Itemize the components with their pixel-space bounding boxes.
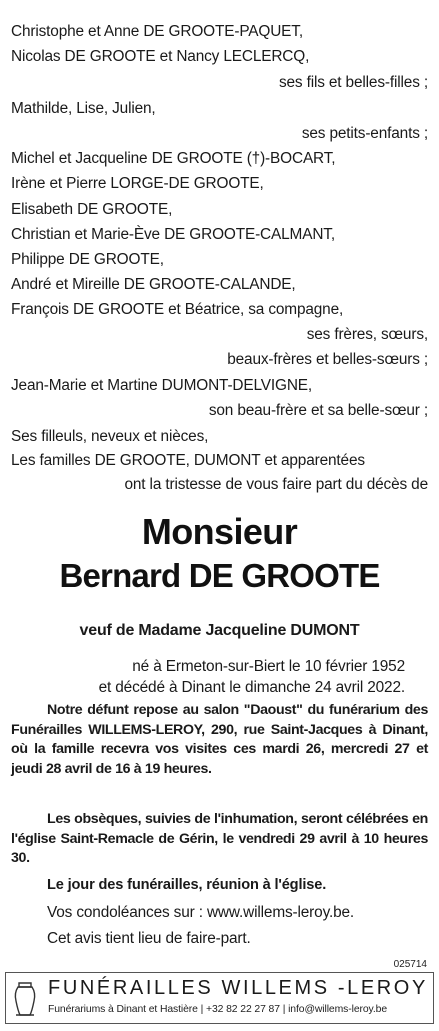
family-relation: ses fils et belles-filles ; [278,74,428,91]
family-line: Elisabeth DE GROOTE, [11,201,173,218]
family-relation: son beau-frère et sa belle-sœur ; [208,402,428,419]
family-line: Nicolas DE GROOTE et Nancy LECLERCQ, [11,48,310,65]
deceased-title: Monsieur [141,511,298,552]
widower-of: veuf de Madame Jacqueline DUMONT [79,622,360,639]
death-info: et décédé à Dinant le dimanche 24 avril 2022. [98,679,405,696]
family-line: Christophe et Anne DE GROOTE-PAQUET, [11,23,303,40]
family-relation: beaux-frères et belles-sœurs ; [227,351,428,368]
urn-logo-icon [10,979,40,1019]
reference-number: 025714 [393,959,427,970]
faire-part-line: Cet avis tient lieu de faire-part. [47,930,251,947]
family-line: Michel et Jacqueline DE GROOTE (†)-BOCART, [11,150,336,167]
announcement-line: ont la tristesse de vous faire part du décès de [124,476,428,493]
family-line: François DE GROOTE et Béatrice, sa compagne, [11,301,344,318]
birth-info: né à Ermeton-sur-Biert le 10 février 1952 [132,658,405,675]
obseques-paragraph [11,810,428,869]
family-line: Ses filleuls, neveux et nièces, [11,428,209,445]
deceased-name: Bernard DE GROOTE [59,557,380,594]
obseques-text: Les obsèques, suivies de l'inhumation, seront célébrées en l'église Saint-Remacle de Gérin, le vendredi 29 avril à 10 heures 30. [11,811,428,866]
family-line: Philippe DE GROOTE, [11,251,164,268]
family-line: André et Mireille DE GROOTE-CALANDE, [11,276,296,293]
repose-text: Notre défunt repose au salon "Daoust" du funérarium des Funérailles WILLEMS-LEROY, 290, rue Saint-Jacques à Dinant, où la famille recevra vos visites ces mardi 26, mercredi 27 et jeudi 28 avril de 16 à 19 heures. [11,702,428,777]
family-line: Irène et Pierre LORGE-DE GROOTE, [11,175,264,192]
condoleances-line: Vos condoléances sur : www.willems-leroy.be. [47,904,355,921]
family-line: Jean-Marie et Martine DUMONT-DELVIGNE, [11,377,313,394]
family-relation: ses frères, sœurs, [306,326,428,343]
reunion-line: Le jour des funérailles, réunion à l'église. [47,877,327,893]
funeral-home-footer [5,972,434,1024]
funeral-home-contact: Funérariums à Dinant et Hastière | +32 82 22 27 87 | info@willems-leroy.be [48,1004,388,1015]
family-line: Mathilde, Lise, Julien, [11,100,156,117]
family-line: Christian et Marie-Ève DE GROOTE-CALMANT, [11,226,335,243]
family-line: Les familles DE GROOTE, DUMONT et apparentées [11,452,365,469]
repose-paragraph [11,701,428,779]
funeral-home-brand: FUNÉRAILLES WILLEMS -LEROY [48,977,428,999]
family-relation: ses petits-enfants ; [301,125,428,142]
